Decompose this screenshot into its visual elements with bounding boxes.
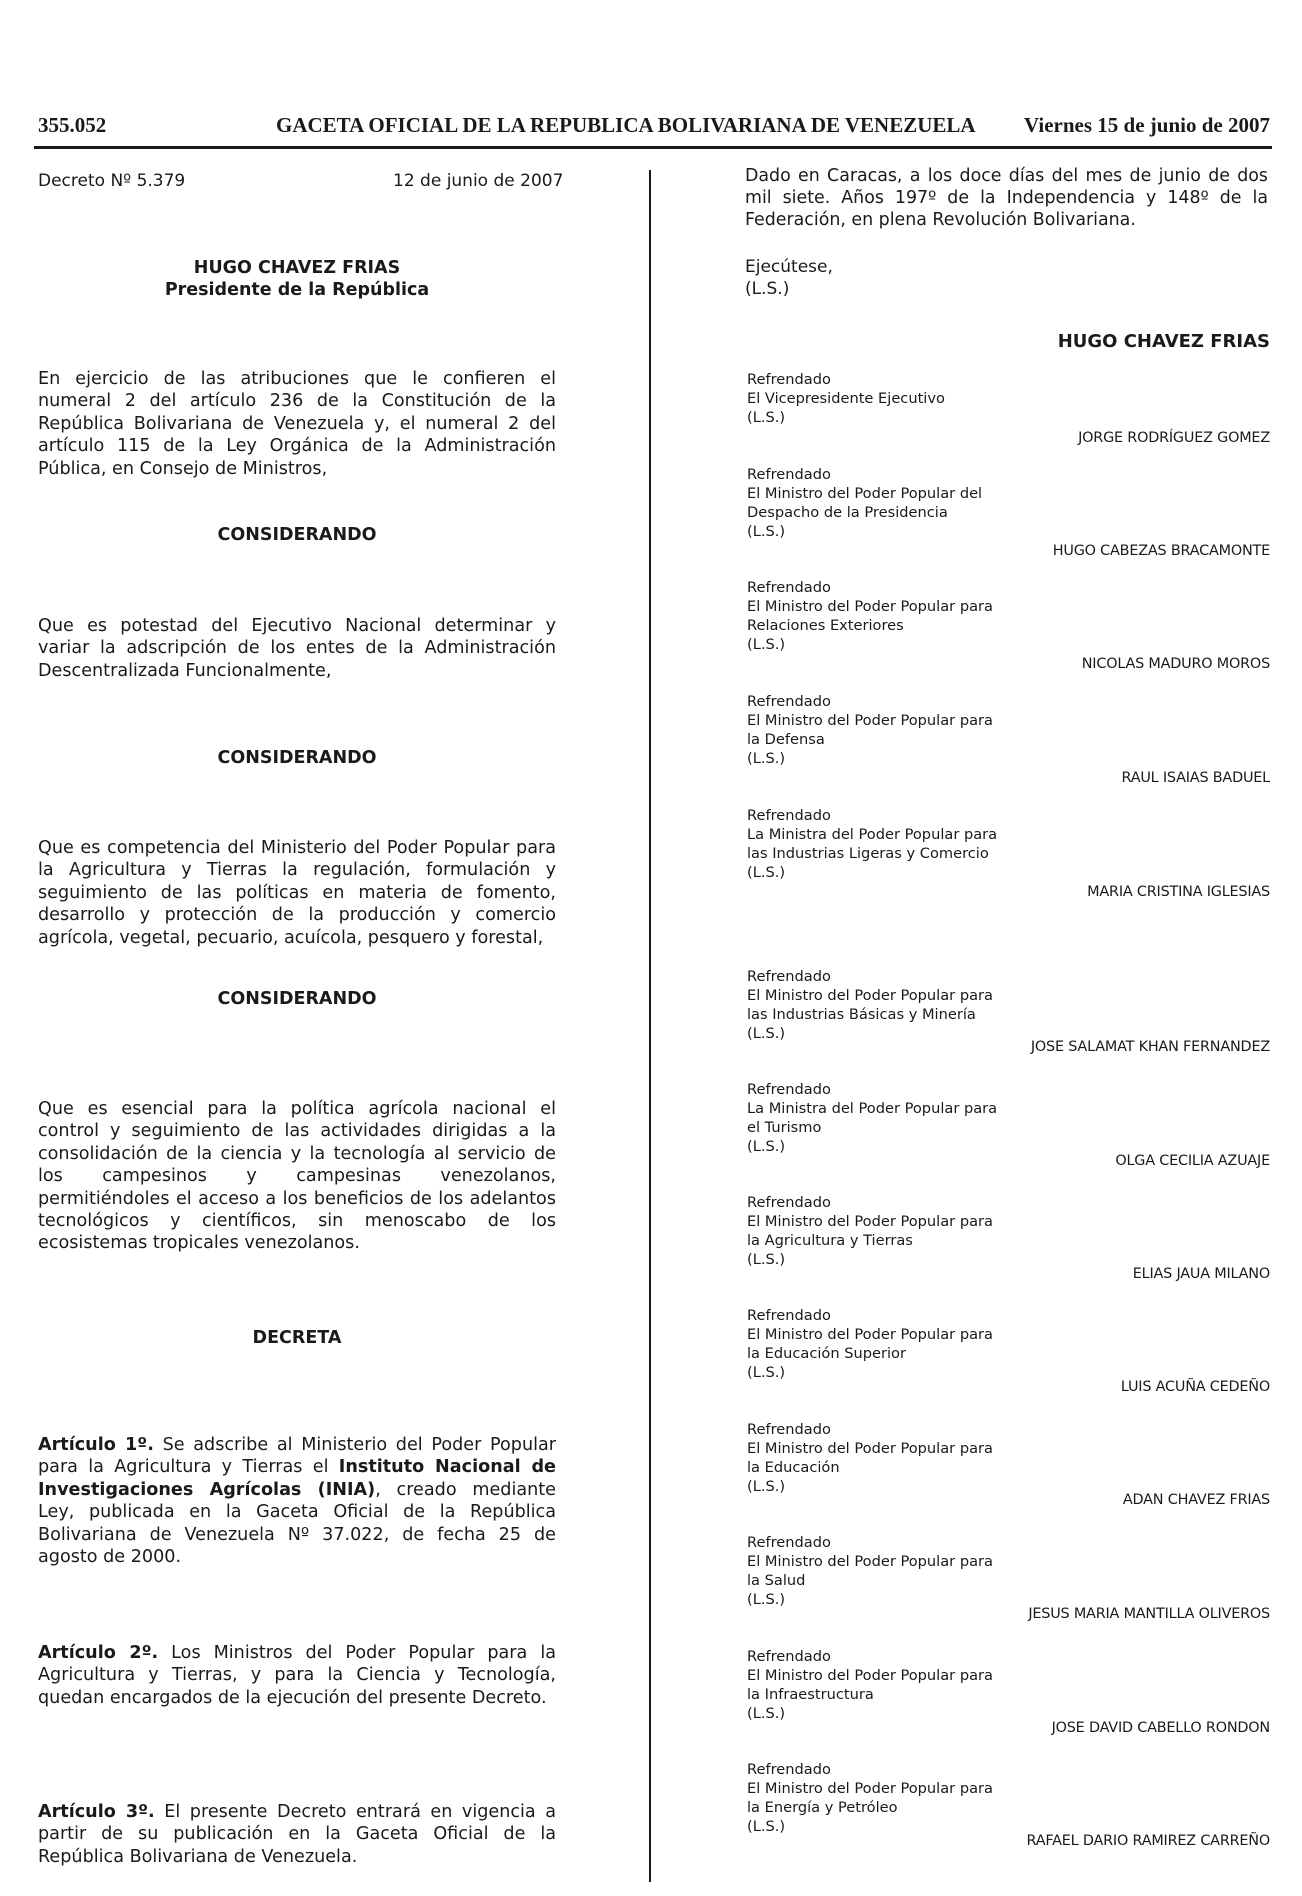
article-1-institute: Instituto Nacional de Investigaciones Agrícolas (INIA)	[38, 1457, 556, 1500]
endorsement-block	[747, 1760, 993, 1836]
minister-name: OLGA CECILIA AZUAJE	[1115, 1153, 1270, 1169]
president-signature: HUGO CHAVEZ FRIAS	[1057, 331, 1270, 352]
decreta-heading: DECRETA	[252, 1328, 342, 1348]
article-1	[38, 1434, 556, 1568]
minister-name: MARIA CRISTINA IGLESIAS	[1087, 884, 1270, 900]
endorsement-office-line: El Ministro del Poder Popular del	[747, 485, 983, 502]
article-1-text-a: Se adscribe al Ministerio del Poder Popular para la Agricultura y Tierras el	[38, 1435, 557, 1478]
endorsement-block	[747, 1533, 993, 1609]
endorsement-block	[747, 465, 982, 541]
endorsement-office-line: El Ministro del Poder Popular para	[747, 1667, 993, 1684]
article-3	[38, 1801, 556, 1868]
column-divider	[649, 170, 651, 1882]
endorsement-office-line: El Ministro del Poder Popular para	[747, 1213, 993, 1230]
seal-label: (L.S.)	[747, 1591, 786, 1608]
seal-label: (L.S.)	[747, 1818, 786, 1835]
endorsement-office-line: el Turismo	[747, 1119, 822, 1136]
seal-label: (L.S.)	[747, 1364, 786, 1381]
endorsement-block	[747, 1193, 993, 1269]
preamble: En ejercicio de las atribuciones que le confieren el numeral 2 del artículo 236 de la Constitución de la República Bolivariana de Venezuela y, el numeral 2 del artículo 115 de la Ley Orgánica de la Administración Pública, en Consejo de Ministros,	[38, 369, 556, 479]
article-3-text: El presente Decreto entrará en vigencia a partir de su publicación en la Gaceta Oficial de la República Bolivariana de Venezuela.	[38, 1802, 557, 1867]
article-1-heading: Artículo 1º.	[38, 1435, 154, 1455]
endorsement-office-line: la Energía y Petróleo	[747, 1799, 898, 1816]
endorsement-label: Refrendado	[747, 1421, 831, 1438]
endorsement-office-line: El Vicepresidente Ejecutivo	[747, 390, 945, 407]
minister-name: NICOLAS MADURO MOROS	[1081, 656, 1270, 672]
endorsement-block	[747, 967, 993, 1043]
endorsement-office-line: Relaciones Exteriores	[747, 617, 904, 634]
endorsement-label: Refrendado	[747, 968, 831, 985]
endorsement-office-line: El Ministro del Poder Popular para	[747, 1440, 993, 1457]
minister-name: LUIS ACUÑA CEDEÑO	[1120, 1379, 1270, 1395]
minister-name: JORGE RODRÍGUEZ GOMEZ	[1078, 430, 1270, 446]
endorsement-label: Refrendado	[747, 1081, 831, 1098]
header-rule	[34, 146, 1272, 149]
endorsement-label: Refrendado	[747, 1648, 831, 1665]
seal-label: (L.S.)	[747, 1251, 786, 1268]
endorsement-label: Refrendado	[747, 371, 831, 388]
considerando-heading: CONSIDERANDO	[217, 989, 377, 1009]
endorsement-label: Refrendado	[747, 1534, 831, 1551]
issue-date: Viernes 15 de junio de 2007	[1024, 113, 1270, 137]
considerando-2: Que es competencia del Ministerio del Poder Popular para la Agricultura y Tierras la regulación, formulación y seguimiento de las políticas en materia de fomento, desarrollo y protección de la producción y comercio agrícola, vegetal, pecuario, acuícola, pesquero y forestal,	[38, 838, 556, 948]
endorsement-label: Refrendado	[747, 579, 831, 596]
article-3-heading: Artículo 3º.	[38, 1802, 155, 1822]
seal-label: (L.S.)	[747, 1138, 786, 1155]
seal-label: (L.S.)	[747, 750, 786, 767]
considerando-heading: CONSIDERANDO	[217, 748, 377, 768]
endorsement-label: Refrendado	[747, 693, 831, 710]
endorsement-label: Refrendado	[747, 807, 831, 824]
execute-label: Ejecútese,	[745, 257, 833, 277]
endorsement-office-line: El Ministro del Poder Popular para	[747, 712, 993, 729]
minister-name: RAFAEL DARIO RAMIREZ CARREÑO	[1026, 1833, 1270, 1849]
endorsement-office-line: El Ministro del Poder Popular para	[747, 1553, 993, 1570]
article-2	[38, 1642, 556, 1709]
endorsement-office-line: La Ministra del Poder Popular para	[747, 1100, 998, 1117]
seal-label: (L.S.)	[747, 409, 786, 426]
decree-number: Decreto Nº 5.379	[38, 171, 186, 191]
endorsement-block	[747, 692, 993, 768]
page-number: 355.052	[38, 113, 107, 137]
endorsement-office-line: la Defensa	[747, 731, 825, 748]
endorsement-office-line: La Ministra del Poder Popular para	[747, 826, 998, 843]
minister-name: RAUL ISAIAS BADUEL	[1121, 770, 1270, 786]
endorsement-office-line: las Industrias Ligeras y Comercio	[747, 845, 989, 862]
article-1-text-b: , creado mediante Ley, publicada en la Gaceta Oficial de la República Bolivariana de Venezuela Nº 37.022, de fecha 25 de agosto de 2000.	[38, 1479, 557, 1568]
considerando-1: Que es potestad del Ejecutivo Nacional determinar y variar la adscripción de los entes de la Administración Descentralizada Funcionalmente,	[38, 616, 556, 681]
endorsement-block	[747, 578, 993, 654]
page-header	[38, 113, 1270, 143]
seal-label: (L.S.)	[745, 279, 790, 299]
endorsement-office-line: El Ministro del Poder Popular para	[747, 598, 993, 615]
article-2-heading: Artículo 2º.	[38, 1643, 159, 1663]
endorsement-block	[747, 806, 997, 882]
minister-name: JOSE DAVID CABELLO RONDON	[1051, 1720, 1270, 1736]
publication-title: GACETA OFICIAL DE LA REPUBLICA BOLIVARIANA DE VENEZUELA	[276, 113, 976, 137]
endorsement-office-line: la Infraestructura	[747, 1686, 874, 1703]
minister-name: ELIAS JAUA MILANO	[1132, 1266, 1270, 1282]
considerando-3: Que es esencial para la política agrícola nacional el control y seguimiento de las actividades dirigidas a la consolidación de la ciencia y la tecnología al servicio de los campesinos y campesinas venezolanos, permitiéndoles el acceso a los beneficios de los adelantos tecnológicos y científicos, sin menoscabo de los ecosistemas tropicales venezolanos.	[38, 1099, 556, 1254]
article-2-text: Los Ministros del Poder Popular para la Agricultura y Tierras, y para la Ciencia y Tecnología, quedan encargados de la ejecución del presente Decreto.	[38, 1643, 556, 1708]
considerando-heading: CONSIDERANDO	[217, 525, 377, 545]
seal-label: (L.S.)	[747, 636, 786, 653]
endorsement-office-line: El Ministro del Poder Popular para	[747, 1780, 993, 1797]
president-name: HUGO CHAVEZ FRIAS	[193, 258, 401, 278]
minister-name: JOSE SALAMAT KHAN FERNANDEZ	[1030, 1039, 1270, 1055]
minister-name: JESUS MARIA MANTILLA OLIVEROS	[1028, 1606, 1270, 1622]
endorsement-label: Refrendado	[747, 1194, 831, 1211]
decree-date: 12 de junio de 2007	[393, 171, 564, 191]
endorsement-office-line: la Salud	[747, 1572, 806, 1589]
endorsement-label: Refrendado	[747, 1307, 831, 1324]
endorsement-office-line: las Industrias Básicas y Minería	[747, 1006, 976, 1023]
endorsement-office-line: la Agricultura y Tierras	[747, 1232, 913, 1249]
endorsement-office-line: Despacho de la Presidencia	[747, 504, 948, 521]
endorsement-office-line: la Educación	[747, 1459, 840, 1476]
seal-label: (L.S.)	[747, 864, 786, 881]
endorsement-office-line: la Educación Superior	[747, 1345, 906, 1362]
endorsement-block	[747, 1080, 997, 1156]
seal-label: (L.S.)	[747, 523, 786, 540]
endorsement-label: Refrendado	[747, 466, 831, 483]
seal-label: (L.S.)	[747, 1478, 786, 1495]
endorsement-office-line: El Ministro del Poder Popular para	[747, 987, 993, 1004]
seal-label: (L.S.)	[747, 1705, 786, 1722]
minister-name: HUGO CABEZAS BRACAMONTE	[1052, 543, 1270, 559]
given-in-caracas: Dado en Caracas, a los doce días del mes de junio de dos mil siete. Años 197º de la Independencia y 148º de la Federación, en plena Revolución Bolivariana.	[745, 166, 1268, 230]
endorsement-block	[747, 1306, 993, 1382]
endorsement-block	[747, 1420, 993, 1496]
seal-label: (L.S.)	[747, 1025, 786, 1042]
endorsement-block	[747, 370, 945, 427]
endorsement-office-line: El Ministro del Poder Popular para	[747, 1326, 993, 1343]
minister-name: ADAN CHAVEZ FRIAS	[1122, 1492, 1270, 1508]
endorsement-block	[747, 1647, 993, 1723]
president-title: Presidente de la República	[164, 280, 430, 300]
endorsement-label: Refrendado	[747, 1761, 831, 1778]
